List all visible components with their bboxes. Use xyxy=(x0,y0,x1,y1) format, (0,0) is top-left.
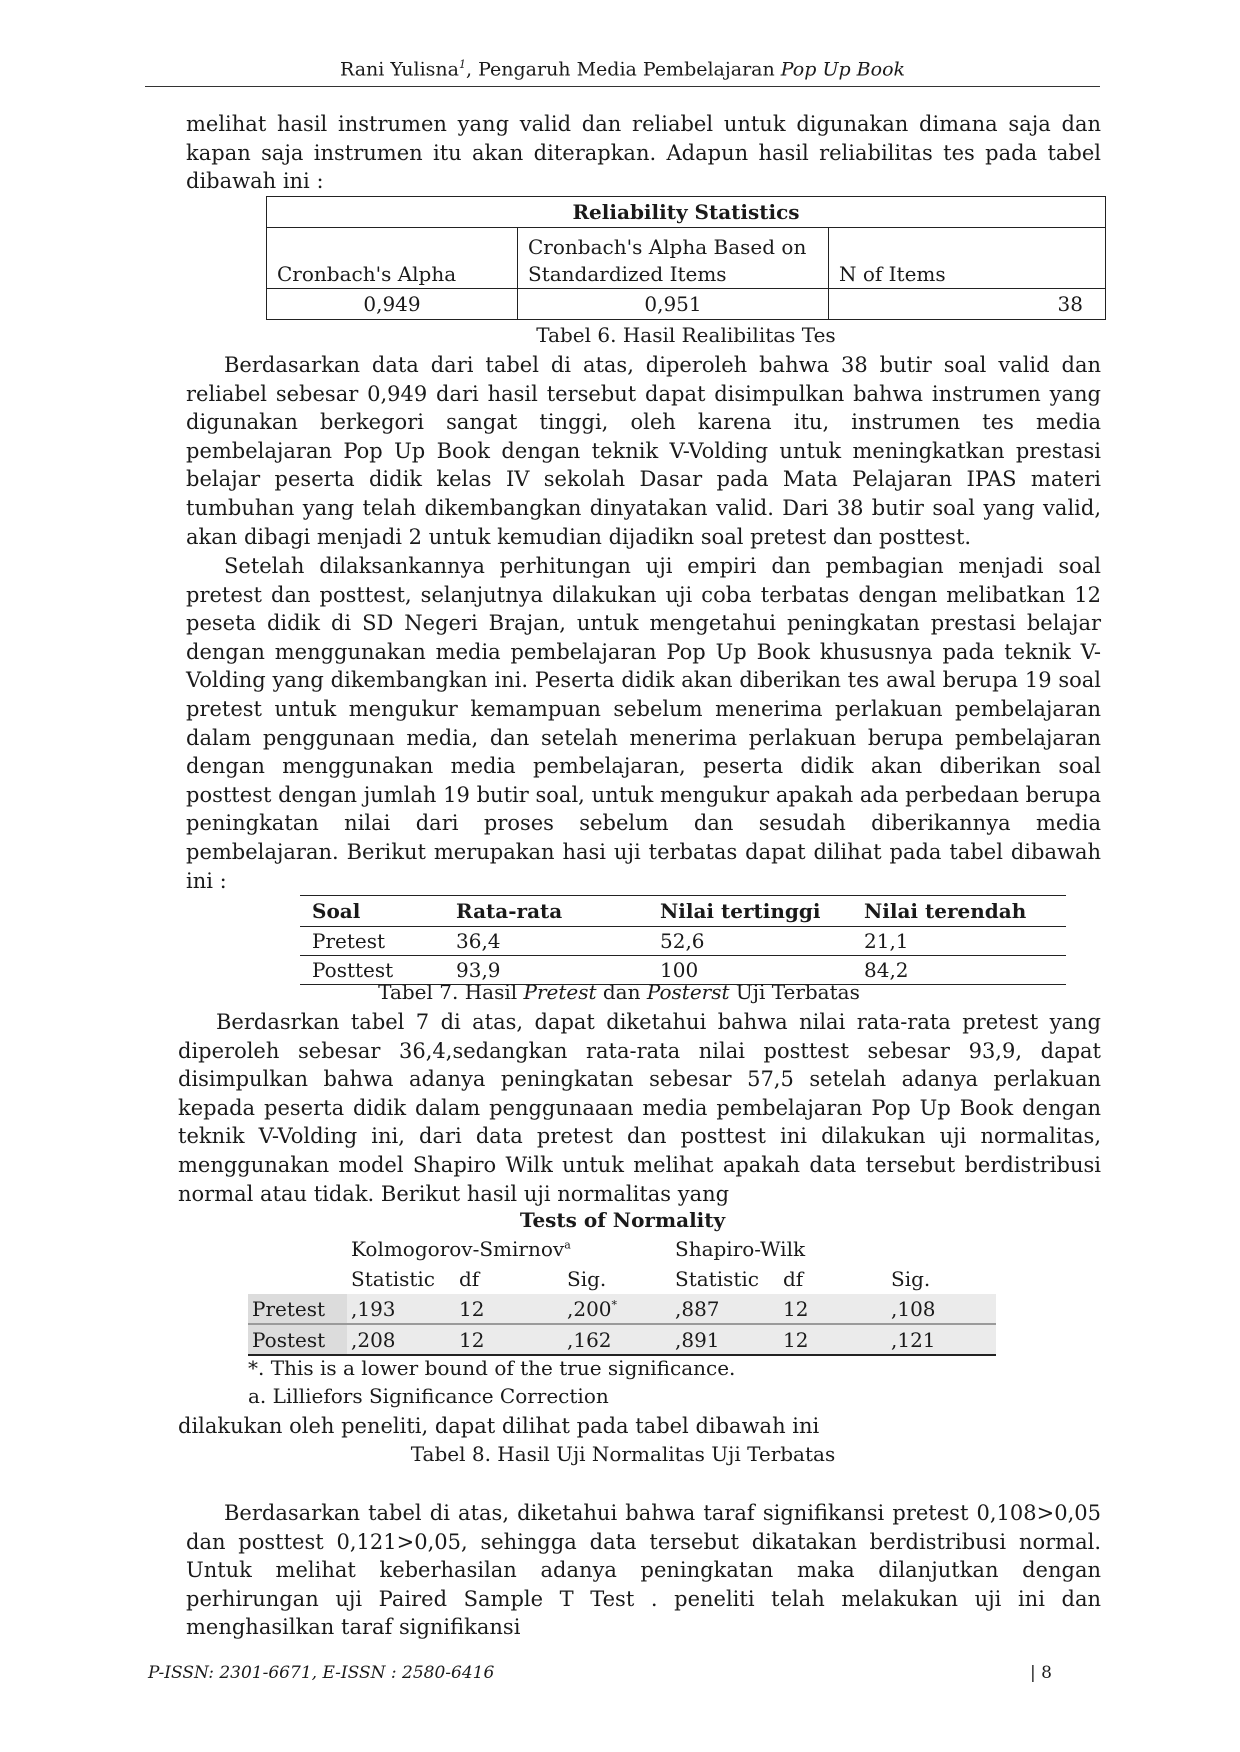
pretest-posttest-table xyxy=(300,895,1066,985)
normality-cell: ,162 xyxy=(563,1324,671,1355)
footer-issn: P-ISSN: 2301-6671, E-ISSN : 2580-6416 xyxy=(148,1663,495,1683)
running-header xyxy=(145,58,1100,80)
normality-cell: ,887 xyxy=(671,1294,779,1324)
normality-cell: 12 xyxy=(455,1294,563,1324)
results-cell: 100 xyxy=(648,956,852,985)
table-row xyxy=(300,927,1066,956)
normality-subheader: df xyxy=(459,1267,480,1291)
normality-sig-sup: * xyxy=(611,1297,618,1311)
paragraph-intro: melihat hasil instrumen yang valid dan reliabel untuk digunakan dimana saja dan kapan saja instrumen itu akan diterapkan. Adapun hasil reliabilitas tes pada tabel dibawah ini : xyxy=(186,112,1101,194)
normality-subheader: Statistic xyxy=(675,1267,759,1291)
table7-caption-part: Tabel 7. Hasil xyxy=(378,980,524,1004)
reliability-value-standardized: 0,951 xyxy=(518,289,829,320)
reliability-table xyxy=(266,196,1106,320)
results-cell: 36,4 xyxy=(444,927,648,956)
results-header-mean: Rata-rata xyxy=(444,896,648,927)
shapiro-wilk-header: Shapiro-Wilk xyxy=(675,1237,806,1261)
normality-cell: ,121 xyxy=(887,1324,996,1355)
normality-table xyxy=(248,1234,996,1356)
reliability-header-n-items: N of Items xyxy=(829,228,1106,289)
kolmogorov-smirnov-header xyxy=(347,1234,671,1264)
table7-caption-pretest: Pretest xyxy=(523,980,597,1004)
normality-subheader: Statistic xyxy=(351,1267,435,1291)
table-row xyxy=(248,1294,996,1324)
results-cell: Pretest xyxy=(300,927,444,956)
results-header-max: Nilai tertinggi xyxy=(648,896,852,927)
table6-caption: Tabel 6. Hasil Realibilitas Tes xyxy=(536,323,836,347)
paragraph-limited-test: Setelah dilaksankannya perhitungan uji empiri dan pembagian menjadi soal pretest dan posttest, selanjutnya dilakukan uji coba terbatas dengan melibatkan 12 peseta didik di SD Negeri Brajan, untuk mengetahui peningkatan prestasi belajar dengan menggunakan media pembelajaran Pop Up Book khususnya pada teknik V-Volding yang dikembangkan ini. Peserta didik akan diberikan tes awal berupa 19 soal pretest untuk mengukur kemampuan sebelum menerima perlakuan pembelajaran dalam penggunaan media, dan setelah menerima perlakuan berupa pembelajaran dengan menggunakan media pembelajaran, peserta didik akan diberikan soal posttest dengan jumlah 19 butir soal, untuk mengukur apakah ada perbedaan berupa peningkatan nilai dari proses sebelum dan sesudah diberikannya media pembelajaran. Berikut merupakan hasi uji terbatas dapat dilihat pada tabel dibawah ini : xyxy=(186,554,1101,893)
reliability-header-alpha: Cronbach's Alpha xyxy=(267,228,518,289)
results-cell: 84,2 xyxy=(852,956,1066,985)
normality-cell xyxy=(563,1294,671,1324)
normality-row-label: Pretest xyxy=(248,1294,347,1324)
footer-page-number: | 8 xyxy=(1030,1663,1052,1683)
normality-sig-value: ,200 xyxy=(567,1296,612,1321)
kolmogorov-smirnov-label: Kolmogorov-Smirnov xyxy=(351,1237,565,1261)
table7-caption-part: dan xyxy=(596,980,647,1004)
results-header-min: Nilai terendah xyxy=(852,896,1066,927)
normality-footnote-lilliefors: a. Lilliefors Significance Correction xyxy=(248,1384,609,1408)
normality-subheader: Sig. xyxy=(567,1267,607,1291)
paragraph-normality-intro: Berdasrkan tabel 7 di atas, dapat diketahui bahwa nilai rata-rata pretest yang diperoleh sebesar 36,4,sedangkan rata-rata nilai posttest sebesar 93,9, dapat disimpulkan bahwa adanya peningkatan sebesar 57,5 setelah adanya perlakuan kepada peserta didik dalam penggunaaan media pembelajaran Pop Up Book dengan teknik V-Volding ini, dari data pretest dan posttest ini dilakukan uji normalitas, menggunakan model Shapiro Wilk untuk melihat apakah data tersebut berdistribusi normal atau tidak. Berikut hasil uji normalitas yang xyxy=(178,1010,1101,1206)
table7-caption-part: Uji Terbatas xyxy=(729,980,860,1004)
normality-after-text: dilakukan oleh peneliti, dapat dilihat pada tabel dibawah ini xyxy=(178,1414,820,1438)
normality-cell: 12 xyxy=(455,1324,563,1355)
results-cell: 52,6 xyxy=(648,927,852,956)
kolmogorov-smirnov-sup: a xyxy=(564,1238,571,1252)
header-title-italic: Pop Up Book xyxy=(780,58,906,81)
table7-caption xyxy=(300,980,938,1004)
normality-cell: ,108 xyxy=(887,1294,996,1324)
results-header-soal: Soal xyxy=(300,896,444,927)
header-title: , Pengaruh Media Pembelajaran xyxy=(466,58,781,81)
paragraph-normality-result: Berdasarkan tabel di atas, diketahui bahwa taraf signifikansi pretest 0,108>0,05 dan posttest 0,121>0,05, sehingga data tersebut dikatakan berdistribusi normal. Untuk melihat keberhasilan adanya peningkatan maka dilanjutkan dengan perhirungan uji Paired Sample T Test . peneliti telah melakukan uji ini dan menghasilkan taraf signifikansi xyxy=(186,1501,1101,1640)
normality-cell: ,208 xyxy=(347,1324,455,1355)
results-cell: 93,9 xyxy=(444,956,648,985)
results-cell: Posttest xyxy=(300,956,444,985)
normality-footnote-bound: *. This is a lower bound of the true significance. xyxy=(248,1356,736,1380)
normality-table-title: Tests of Normality xyxy=(519,1208,726,1232)
header-author-sup: 1 xyxy=(459,58,466,71)
table-row xyxy=(248,1324,996,1355)
results-cell: 21,1 xyxy=(852,927,1066,956)
reliability-value-n-items: 38 xyxy=(829,289,1106,320)
header-author: Rani Yulisna xyxy=(339,58,459,81)
normality-cell: 12 xyxy=(779,1324,887,1355)
header-rule xyxy=(145,86,1100,87)
normality-subheader: Sig. xyxy=(891,1267,931,1291)
reliability-value-alpha: 0,949 xyxy=(267,289,518,320)
paragraph-reliability-result: Berdasarkan data dari tabel di atas, diperoleh bahwa 38 butir soal valid dan reliabel sebesar 0,949 dari hasil tersebut dapat disimpulkan bahwa instrumen yang digunakan berkegori sangat tinggi, oleh karena itu, instrumen tes media pembelajaran Pop Up Book dengan teknik V-Volding untuk meningkatkan prestasi belajar peserta didik kelas IV sekolah Dasar pada Mata Pelajaran IPAS materi tumbuhan yang telah dikembangkan dinyatakan valid. Dari 38 butir soal yang valid, akan dibagi menjadi 2 untuk kemudian dijadikn soal pretest dan posttest. xyxy=(186,353,1101,549)
reliability-table-title: Reliability Statistics xyxy=(267,197,1106,228)
normality-cell: ,193 xyxy=(347,1294,455,1324)
normality-row-label: Postest xyxy=(248,1324,347,1355)
normality-cell: ,891 xyxy=(671,1324,779,1355)
normality-cell: 12 xyxy=(779,1294,887,1324)
table8-caption: Tabel 8. Hasil Uji Normalitas Uji Terbatas xyxy=(410,1442,836,1466)
reliability-header-standardized: Cronbach's Alpha Based on Standardized Items xyxy=(518,228,829,289)
normality-subheader: df xyxy=(783,1267,804,1291)
table7-caption-posttest: Posterst xyxy=(646,980,730,1004)
